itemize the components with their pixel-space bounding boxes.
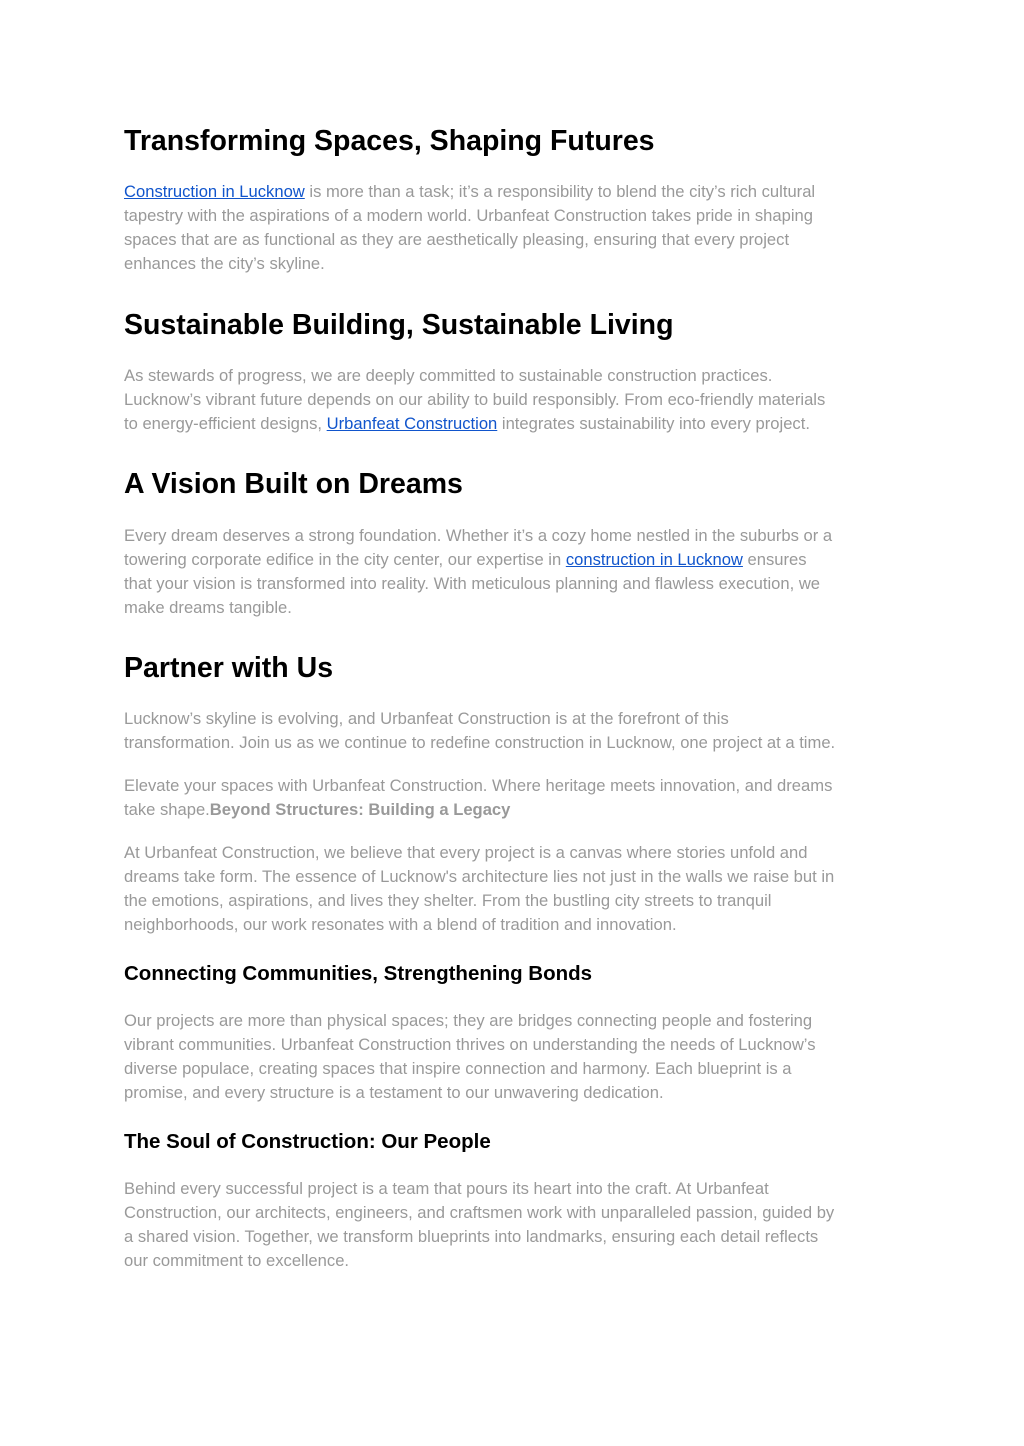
paragraph-line: Behind every successful project is a team that pours its heart into the craft. At Urbanfeat (124, 1179, 769, 1198)
paragraph-line: neighborhoods, our work resonates with a blend of tradition and innovation. (124, 915, 677, 934)
paragraph-line: Elevate your spaces with Urbanfeat Construction. Where heritage meets innovation, and dreams (124, 776, 833, 795)
link-construction-in-lucknow-2[interactable]: construction in Lucknow (565, 550, 743, 569)
paragraph-text: towering corporate edifice in the city center, our expertise in (124, 550, 566, 569)
paragraph-line: Every dream deserves a strong foundation. Whether it’s a cozy home nestled in the suburbs or a (124, 526, 833, 545)
link-urbanfeat-construction[interactable]: Urbanfeat Construction (326, 414, 498, 433)
paragraph-partner-2 (124, 774, 900, 822)
paragraph-partner-1 (124, 707, 900, 755)
paragraph-line: Lucknow’s vibrant future depends on our ability to build responsibly. From eco-friendly materials (124, 390, 826, 409)
paragraph-line (124, 180, 900, 204)
heading-vision-built-on-dreams: A Vision Built on Dreams (124, 468, 463, 500)
paragraph-text: integrates sustainability into every project. (497, 414, 810, 433)
paragraph-soul-of-construction (124, 1177, 900, 1273)
paragraph-line (124, 798, 900, 822)
paragraph-line (124, 412, 900, 436)
inline-bold-heading: Beyond Structures: Building a Legacy (209, 800, 511, 819)
paragraph-line: diverse populace, creating spaces that inspire connection and harmony. Each blueprint is a (124, 1059, 792, 1078)
paragraph-line: enhances the city’s skyline. (124, 254, 325, 273)
paragraph-line: the emotions, aspirations, and lives they shelter. From the bustling city streets to tranquil (124, 891, 772, 910)
paragraph-text: take shape. (124, 800, 210, 819)
heading-partner-with-us: Partner with Us (124, 652, 334, 684)
paragraph-vision-built-on-dreams (124, 524, 900, 620)
paragraph-line: As stewards of progress, we are deeply committed to sustainable construction practices. (124, 366, 773, 385)
paragraph-line: a shared vision. Together, we transform blueprints into landmarks, ensuring each detail reflects (124, 1227, 819, 1246)
paragraph-line (124, 548, 900, 572)
paragraph-line: our commitment to excellence. (124, 1251, 350, 1270)
paragraph-line: At Urbanfeat Construction, we believe that every project is a canvas where stories unfold and (124, 843, 808, 862)
paragraph-line: that your vision is transformed into reality. With meticulous planning and flawless execution, we (124, 574, 821, 593)
paragraph-line: Construction, our architects, engineers, and craftsmen work with unparalleled passion, guided by (124, 1203, 835, 1222)
paragraph-text: to energy-efficient designs, (124, 414, 327, 433)
paragraph-line: promise, and every structure is a testament to our unwavering dedication. (124, 1083, 664, 1102)
paragraph-line: Lucknow’s skyline is evolving, and Urbanfeat Construction is at the forefront of this (124, 709, 729, 728)
paragraph-line: vibrant communities. Urbanfeat Construction thrives on understanding the needs of Lucknow’s (124, 1035, 816, 1054)
paragraph-text: ensures (742, 550, 807, 569)
heading-sustainable-building: Sustainable Building, Sustainable Living (124, 309, 674, 341)
paragraph-partner-3 (124, 841, 900, 937)
paragraph-line: tapestry with the aspirations of a modern world. Urbanfeat Construction takes pride in shaping (124, 206, 814, 225)
paragraph-line: spaces that are as functional as they are aesthetically pleasing, ensuring that every project (124, 230, 790, 249)
paragraph-line: dreams take form. The essence of Lucknow's architecture lies not just in the walls we raise but in (124, 867, 835, 886)
paragraph-line: Our projects are more than physical spaces; they are bridges connecting people and fostering (124, 1011, 813, 1030)
link-construction-in-lucknow[interactable]: Construction in Lucknow (124, 182, 305, 201)
paragraph-line: transformation. Join us as we continue to redefine construction in Lucknow, one project at a time. (124, 733, 836, 752)
paragraph-transforming-spaces (124, 180, 900, 276)
paragraph-text: is more than a task; it’s a responsibility to blend the city’s rich cultural (304, 182, 816, 201)
paragraph-connecting-communities (124, 1009, 900, 1105)
heading-transforming-spaces: Transforming Spaces, Shaping Futures (124, 125, 655, 157)
paragraph-line: make dreams tangible. (124, 598, 292, 617)
heading-soul-of-construction: The Soul of Construction: Our People (124, 1130, 491, 1153)
paragraph-sustainable-building (124, 364, 900, 436)
heading-connecting-communities: Connecting Communities, Strengthening Bonds (124, 962, 593, 985)
